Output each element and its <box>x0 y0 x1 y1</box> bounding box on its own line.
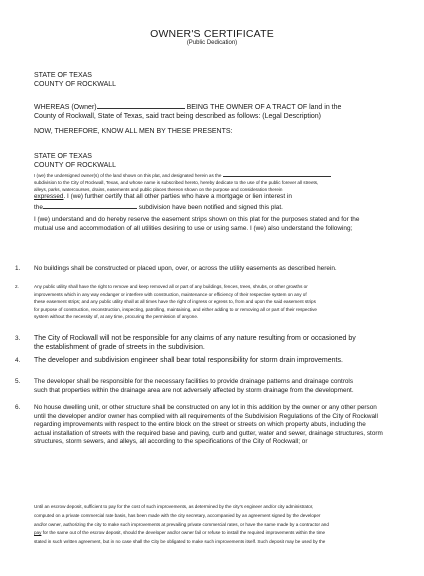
item-line: for purpose of construction, reconstruction, inspecting, patrolling, maintaining, and either adding to or removing all or part of their respective <box>34 306 317 312</box>
whereas-line-2: County of Rockwall, State of Texas, said tract being described as follows: (Legal Description) <box>34 113 322 120</box>
dedication-line-4: . I (we) further certify that all other parties who have a mortgage or lien interest in <box>63 193 292 201</box>
owner-name-blank <box>97 102 185 109</box>
item-line: The developer and subdivision engineer shall bear total responsibility for storm drain improvements. <box>34 357 343 364</box>
item-line: No buildings shall be constructed or placed upon, over, or across the utility easements as described herein. <box>34 265 337 272</box>
dedication-line-2: subdivision to the City of Rockwall, Texas, and whose name is subscribed hereto, hereby dedicate to the use of the public forever all streets, <box>34 180 319 186</box>
dedication-line-5-pre: the <box>34 203 43 211</box>
dedication-line-3: alleys, parks, watercourses, drains, easements and public places thereon shown on the purpose and consideration therein <box>34 187 283 193</box>
item-line: The developer shall be responsible for the necessary facilities to provide drainage patterns and drainage controls <box>34 378 354 385</box>
subdivision-name-blank <box>223 171 331 177</box>
escrow-line-4-lead: for <box>41 530 49 536</box>
item-line: No house dwelling unit, or other structure shall be constructed on any lot in this addition by the owner or any other person <box>34 404 377 411</box>
county-line: COUNTY OF ROCKWALL <box>34 81 117 88</box>
subdivision-blank-2 <box>43 202 137 209</box>
list-item-5 <box>34 378 402 395</box>
understand-line-2: mutual use and accommodation of all utilities desiring to use or using same. I (we) also understand the following; <box>34 224 353 232</box>
item-line: these easement strips; and any public utility shall at all times have the right of ingress or egress to, from and upon the said easement strips <box>34 299 316 305</box>
list-item-1 <box>34 265 402 274</box>
item-line: actual installation of streets with the required base and paving, curb and gutter, water and sewer, drainage structures, storm <box>34 429 383 437</box>
item-line: The City of Rockwall will not be responsible for any claims of any nature resulting from or occasioned by <box>34 335 356 342</box>
escrow-line: computed on a private commercial rate basis, has been made with the city secretary, accompanied by an agreement signed by the developer <box>34 512 321 518</box>
page-subtitle: (Public Dedication) <box>186 40 238 46</box>
item-line: the establishment of grade of streets in the subdivision. <box>34 344 205 351</box>
list-item-4 <box>34 356 402 365</box>
item-line: regarding improvements with respect to the entire block on the street or streets on which property abuts, including the <box>34 421 366 428</box>
item-number: 4. <box>15 357 21 364</box>
escrow-line: the same out of the escrow deposit, should the developer and/or owner fail or refuse to install the required improvements within the time <box>49 530 326 536</box>
item-number: 3. <box>15 335 21 342</box>
item-number: 5. <box>15 378 21 385</box>
state-block-2 <box>34 152 400 170</box>
item-line: until the developer and/or owner has complied with all requirements of the Subdivision Regulations of the City of Rockwall <box>34 412 378 420</box>
dedication-line-5-post: subdivision have been notified and signed this plat. <box>138 203 283 211</box>
page-title: OWNER'S CERTIFICATE <box>150 28 274 40</box>
item-line: Any public utility shall have the right to remove and keep removed all or part of any buildings, fences, trees, shrubs, or other growths or <box>34 284 308 289</box>
understand-paragraph <box>34 216 400 233</box>
whereas-paragraph <box>34 102 400 121</box>
list-item-2 <box>34 283 402 321</box>
item-line: system without the necessity of, at any time, procuring the permission of anyone. <box>34 314 199 320</box>
escrow-line: Until an escrow deposit, sufficient to pay for the cost of such improvements, as determined by the city's engineer and/or city administrator, <box>34 504 314 509</box>
now-therefore-line: NOW, THEREFORE, KNOW ALL MEN BY THESE PRESENTS: <box>34 128 233 135</box>
escrow-line: and/or owner, authorizing the city to make such improvements at prevailing private commercial rates, or have the same made by a contractor and <box>34 521 329 527</box>
whereas-text-2: BEING THE OWNER OF A TRACT OF land in the <box>186 104 342 111</box>
list-item-3 <box>34 334 402 352</box>
dedication-line-1: I (we) the undersigned owner(s) of the land shown on this plat, and designated herein as the <box>34 173 222 178</box>
whereas-text: WHEREAS (Owner) <box>34 104 97 111</box>
dedication-paragraph <box>34 171 400 212</box>
escrow-paragraph <box>34 503 406 547</box>
item-number: 2. <box>15 284 19 289</box>
expressed-word: expressed <box>34 193 64 201</box>
state-line: STATE OF TEXAS <box>34 153 92 160</box>
item-line: improvements which in any way endanger or interfere with construction, maintenance or efficiency of their respective system on any of <box>34 291 307 297</box>
state-line: STATE OF TEXAS <box>34 72 92 79</box>
state-block-1 <box>34 71 400 89</box>
understand-line-1: I (we) understand and do hereby reserve the easement strips shown on this plat for the purposes stated and for the <box>34 216 360 223</box>
list-item-6 <box>34 404 402 447</box>
item-line: such that properties within the drainage area are not adversely affected by storm drainage from the development. <box>34 386 354 394</box>
item-number: 1. <box>15 265 21 272</box>
item-number: 6. <box>15 404 21 411</box>
escrow-line: stated in such written agreement, but in no case shall the City be obligated to make such improvements itself. Such deposit may be used by the <box>34 539 326 545</box>
county-line: COUNTY OF ROCKWALL <box>34 162 117 169</box>
item-line: structures, storm sewers, and alleys, all according to the specifications of the City of Rockwall; or <box>34 438 308 445</box>
pay-word: pay <box>34 530 42 536</box>
